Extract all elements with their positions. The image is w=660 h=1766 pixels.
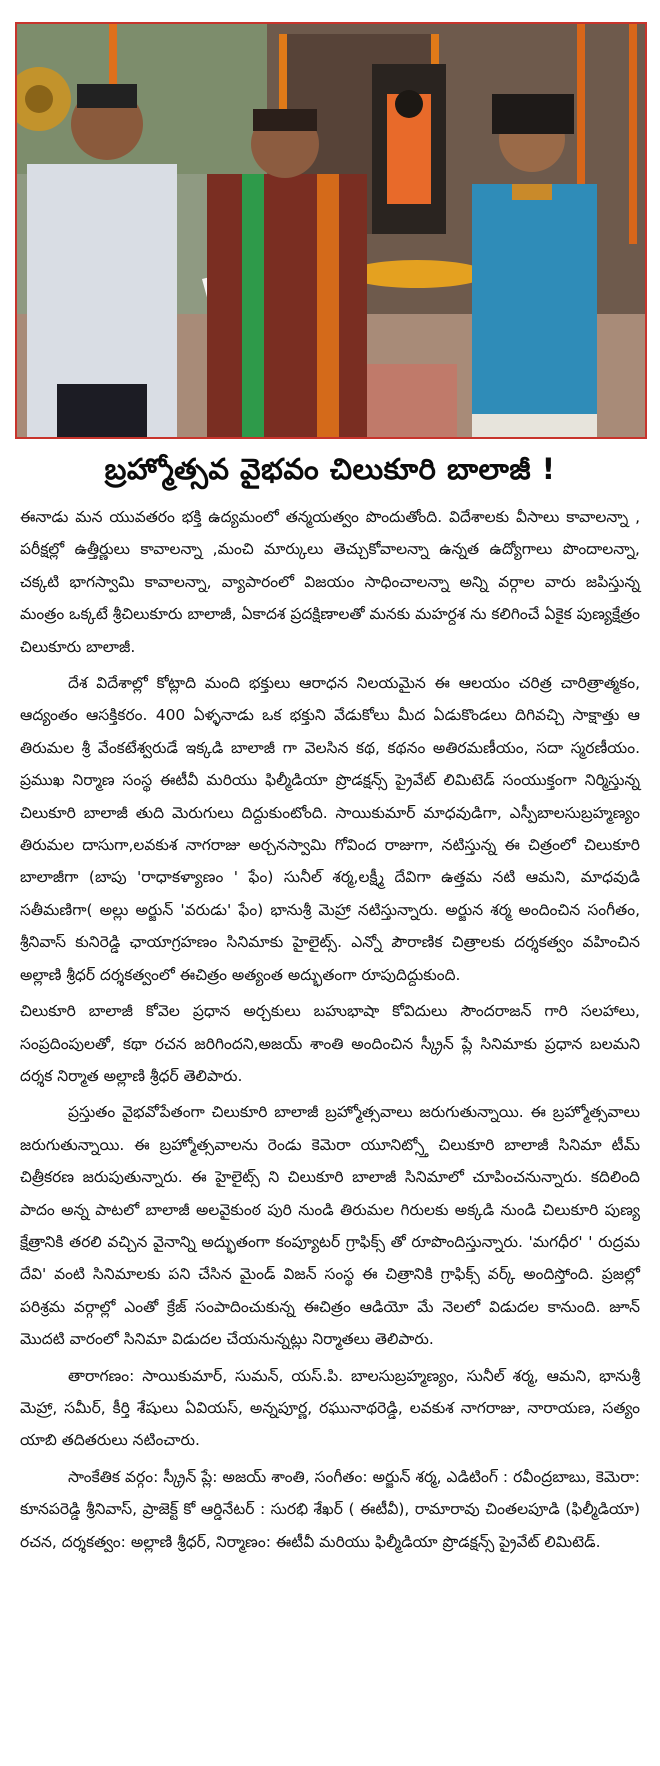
article-paragraph: చిలుకూరి బాలాజీ కోవెల ప్రధాన అర్చకులు బహుభాషా కోవిదులు సౌందరాజన్ గారి సలహాలు, సంప్రదింపులతో, కథా రచన జరిగిందని,అజయ్ శాంతి అందించిన స్క్రీన్ ప్లే సినిమాకు ప్రధాన బలమని దర్శక నిర్మాత అల్లాణి శ్రీధర్ తెలిపారు. (20, 1002, 640, 1085)
header-photo (15, 22, 647, 439)
article-paragraph-cast: తారాగణం: సాయికుమార్, సుమన్, యస్.పి. బాలసుబ్రహ్మణ్యం, సునీల్ శర్మ, ఆమని, భానుశ్రీ మెహ్రా, సమీర్, కీర్తి శేషులు ఏవియస్, అన్నపూర్ణ, రఘునాథరెడ్డి, లవకుశ నాగరాజు, నారాయణ, సత్యం యాబి తదితరులు నటించారు. (20, 1366, 640, 1450)
film-still-illustration (17, 24, 645, 437)
article-paragraph-crew: సాంకేతిక వర్గం: స్క్రీన్ ప్లే: అజయ్ శాంతి, సంగీతం: అర్జున్ శర్మ, ఎడిటింగ్ : రవీంద్రబాబు, కెమెరా: కూనపరెడ్డి శ్రీనివాస్, ప్రాజెక్ట్ కో ఆర్డినేటర్ : సురభి శేఖర్ ( ఈటీవీ), రామారావు చింతలపూడి (ఫిల్మీడియా) రచన, దర్శకత్వం: అల్లాణి శ్రీధర్, నిర్మాణం: ఈటీవీ మరియు ఫిల్మీడియా ప్రొడక్షన్స్ ప్రైవేట్ లిమిటెడ్. (20, 1467, 640, 1551)
article-paragraph: ప్రస్తుతం వైభవోపేతంగా చిలుకూరి బాలాజీ బ్రహ్మోత్సవాలు జరుగుతున్నాయి. ఈ బ్రహ్మోత్సవాలు జరుగుతున్నాయి. ఈ బ్రహ్మోత్సవాలను రెండు కెమెరా యూనిట్స్తో చిలుకూరి బాలాజీ సినిమా టీమ్ చిత్రీకరణ జరుపుతున్నారు. ఈ హైలైట్స్ ని చిలుకూరి బాలాజీ సినిమాలో చూపించనున్నారు. కదిలింది పాదం అన్న పాటలో బాలాజీ అలవైకుంఠ పురి నుండి తిరుమల గిరులకు అక్కడి నుండి చిలుకూరి పుణ్య క్షేత్రానికి తరలి వచ్చిన వైనాన్ని అద్భుతంగా కంప్యూటర్ గ్రాఫిక్స్ తో రూపొందిస్తున్నారు. 'మగధీర' ' రుద్రమ దేవి' వంటి సినిమాలకు పని చేసిన మైండ్ విజన్ సంస్థ ఈ చిత్రానికి గ్రాఫిక్స్ వర్క్ అందిస్తోంది. ప్రజల్లో పరిశ్రమ వర్గాల్లో ఎంతో క్రేజ్ సంపాదించుకున్న ఈచిత్రం ఆడియో మే నెలలో విడుదల కానుంది. జూన్ మొదటి వారంలో సినిమా విడుదల చేయనున్నట్లు నిర్మాతలు తెలిపారు. (20, 1103, 640, 1349)
article-title: బ్రహ్మోత్సవ వైభవం చిలుకూరి బాలాజీ ! (104, 452, 556, 486)
article-body (20, 501, 640, 1562)
article-paragraph: ఈనాడు మన యువతరం భక్తి ఉద్యమంలో తన్మయత్వం పొందుతోంది. విదేశాలకు వీసాలు కావాలన్నా , పరీక్షల్లో ఉత్తీర్ణులు కావాలన్నా ,మంచి మార్కులు తెచ్చుకోవాలన్నా ఉన్నత ఉద్యోగాలు పొందాలన్నా, చక్కటి భాగస్వామి కావాలన్నా, వ్యాపారంలో విజయం సాధించాలన్నా అన్ని వర్గాల వారు జపిస్తున్న మంత్రం ఒక్కటే శ్రీచిలుకూరు బాలాజీ, ఏకాదశ ప్రదక్షిణాలతో మనకు మహర్దశ ను కలిగించే ఏకైక పుణ్యక్షేత్రం చిలుకూరు బాలాజీ. (20, 508, 640, 656)
article-paragraph: దేశ విదేశాల్లో కోట్లాది మంది భక్తులు ఆరాధన నిలయమైన ఈ ఆలయం చరిత్ర చారిత్రాత్మకం, ఆద్యంతం ఆసక్తికరం. 400 ఏళ్ళనాడు ఒక భక్తుని వేడుకోలు మీద ఏడుకొండలు దిగివచ్చి సాక్షాత్తు ఆ తిరుమల శ్రీ వేంకటేశ్వరుడే ఇక్కడి బాలాజీ గా వెలసిన కథ, కథనం అతిరమణీయం, సదా స్మరణీయం. ప్రముఖ నిర్మాణ సంస్థ ఈటీవీ మరియు ఫిల్మీడియా ప్రొడక్షన్స్ ప్రైవేట్ లిమిటెడ్ సంయుక్తంగా నిర్మిస్తున్న చిలుకూరి బాలాజీ తుది మెరుగులు దిద్దుకుంటోంది. సాయికుమార్ మాధవుడిగా, ఎస్పీబాలసుబ్రహ్మణ్యం తిరుమల దాసుగా,లవకుశ నాగరాజు అర్చనస్వామి గోవింద రాజుగా, నటిస్తున్న ఈ చిత్రంలో చిలుకూరి బాలాజీగా (బాపు 'రాధాకళ్యాణం ' ఫేం) సునీల్ శర్మ,లక్ష్మీ దేవిగా ఉత్తమ నటి ఆమని, మాధవుడి సతీమణిగా( అల్లు అర్జున్ 'వరుడు' ఫేం) భానుశ్రీ మెహ్రా నటిస్తున్నారు. అర్జున శర్మ అందించిన సంగీతం, శ్రీనివాస్ కునిరెడ్డి ఛాయాగ్రహణం సినిమాకు హైలైట్స్. ఎన్నో పౌరాణిక చిత్రాలకు దర్శకత్వం వహించిన అల్లాణి శ్రీధర్ దర్శకత్వంలో ఈచిత్రం అత్యంత అద్భుతంగా రూపుదిద్దుకుంది. (20, 674, 640, 984)
